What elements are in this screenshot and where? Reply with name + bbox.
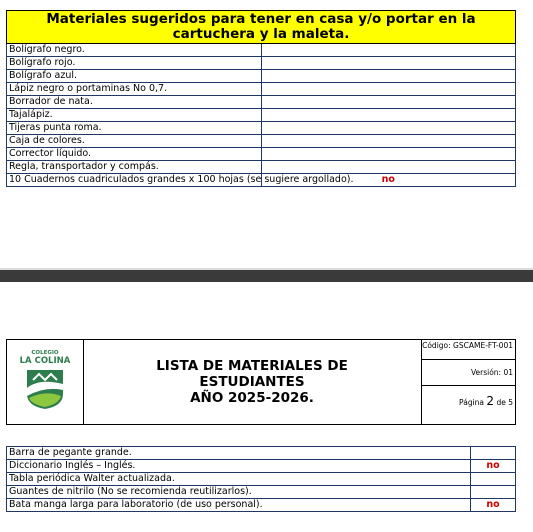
table-row bbox=[7, 486, 516, 499]
item-flag bbox=[471, 447, 516, 460]
header-title-line-2: ESTUDIANTES bbox=[199, 374, 305, 390]
table-row bbox=[7, 57, 516, 70]
item-text: Guantes de nitrilo (No se recomienda reutilizarlos). bbox=[7, 486, 471, 499]
table-row bbox=[7, 44, 516, 57]
header-title-cell bbox=[83, 340, 422, 424]
item-text: Borrador de nata. bbox=[7, 96, 262, 109]
item-text: 10 Cuadernos cuadriculados grandes x 100 hojas (se sugiere argollado). bbox=[7, 174, 262, 187]
item-text: Barra de pegante grande. bbox=[7, 447, 471, 460]
page-current: 2 bbox=[486, 394, 495, 408]
table-row bbox=[7, 109, 516, 122]
item-text: Bolígrafo negro. bbox=[7, 44, 262, 57]
item-flag bbox=[261, 96, 516, 109]
table-row bbox=[7, 70, 516, 83]
document-header bbox=[6, 339, 516, 425]
item-text: Regla, transportador y compás. bbox=[7, 161, 262, 174]
item-text: Bata manga larga para laboratorio (de uso personal). bbox=[7, 499, 471, 512]
item-text: Tajalápiz. bbox=[7, 109, 262, 122]
logo-subtitle: COLEGIO bbox=[31, 350, 59, 356]
header-title-line-1: LISTA DE MATERIALES DE bbox=[156, 358, 348, 374]
lab-materials-table bbox=[6, 446, 516, 512]
page-of: de bbox=[496, 398, 506, 407]
table-row bbox=[7, 83, 516, 96]
table-row bbox=[7, 161, 516, 174]
item-flag: no bbox=[471, 499, 516, 512]
item-flag bbox=[261, 161, 516, 174]
item-flag bbox=[261, 135, 516, 148]
table-row bbox=[7, 473, 516, 486]
item-text: Diccionario Inglés – Inglés. bbox=[7, 460, 471, 473]
page-separator-dark bbox=[0, 270, 533, 282]
item-flag bbox=[261, 122, 516, 135]
item-flag: no bbox=[471, 460, 516, 473]
table-row bbox=[7, 174, 516, 187]
item-flag: no bbox=[261, 174, 516, 187]
item-flag bbox=[261, 44, 516, 57]
item-text: Caja de colores. bbox=[7, 135, 262, 148]
table-row bbox=[7, 96, 516, 109]
item-text: Corrector líquido. bbox=[7, 148, 262, 161]
item-text: Tijeras punta roma. bbox=[7, 122, 262, 135]
table-row bbox=[7, 135, 516, 148]
page-indicator bbox=[421, 386, 515, 424]
table-header-row bbox=[7, 11, 516, 44]
item-flag bbox=[261, 57, 516, 70]
item-flag bbox=[471, 473, 516, 486]
logo-cell bbox=[7, 340, 84, 424]
item-text: Bolígrafo rojo. bbox=[7, 57, 262, 70]
table-row bbox=[7, 447, 516, 460]
header-info-cell bbox=[421, 340, 515, 424]
item-flag bbox=[261, 83, 516, 96]
table-row bbox=[7, 122, 516, 135]
item-text: Bolígrafo azul. bbox=[7, 70, 262, 83]
item-flag bbox=[261, 70, 516, 83]
page-total: 5 bbox=[508, 398, 513, 407]
item-flag bbox=[261, 148, 516, 161]
table-row bbox=[7, 148, 516, 161]
header-title-line-3: AÑO 2025-2026. bbox=[190, 390, 314, 406]
table-row bbox=[7, 460, 516, 473]
document-version: Versión: 01 bbox=[421, 360, 515, 386]
suggested-materials-table bbox=[6, 10, 516, 187]
table-title: Materiales sugeridos para tener en casa y/o portar en la cartuchera y la maleta. bbox=[7, 11, 516, 44]
item-flag bbox=[261, 109, 516, 122]
item-flag bbox=[471, 486, 516, 499]
page-prefix: Página bbox=[459, 398, 485, 407]
document-code: Código: GSCAME-FT-001 bbox=[421, 340, 515, 360]
logo-name: LA COLINA bbox=[19, 356, 71, 366]
table-row bbox=[7, 499, 516, 512]
item-text: Tabla periódica Walter actualizada. bbox=[7, 473, 471, 486]
school-logo-icon bbox=[25, 368, 65, 410]
item-text: Lápiz negro o portaminas No 0,7. bbox=[7, 83, 262, 96]
